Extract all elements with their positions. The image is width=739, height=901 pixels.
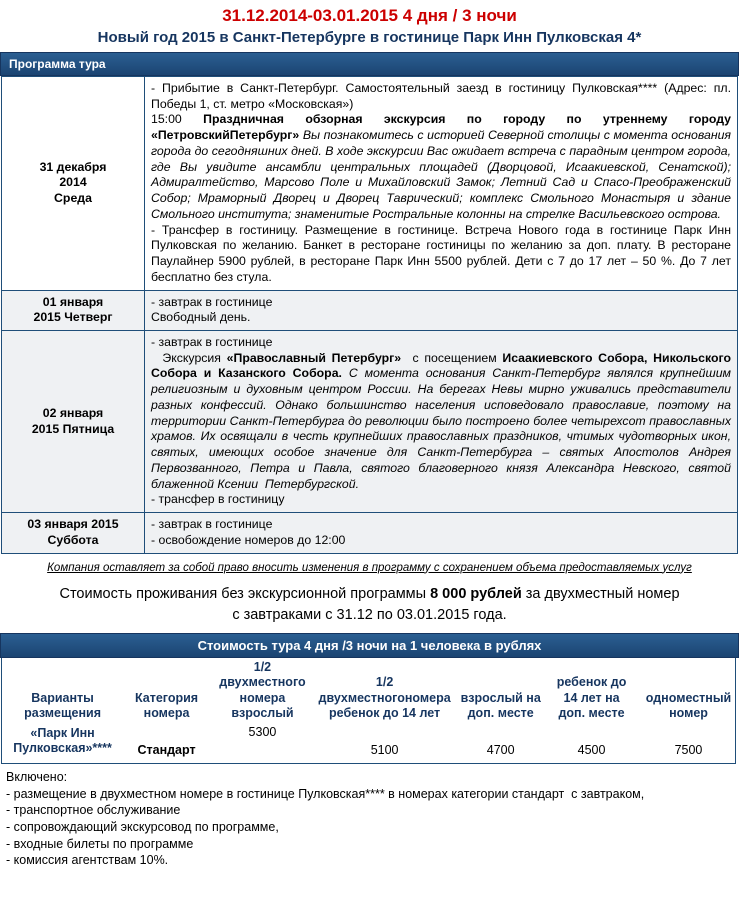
tour-dates-title: 31.12.2014-03.01.2015 4 дня / 3 ночи (222, 6, 517, 25)
column-header-extra-adult: взрослый на доп. месте (460, 690, 541, 720)
day-line: 2015 Пятница (31, 421, 115, 436)
program-description: - завтрак в гостинице Свободный день. (145, 290, 738, 330)
program-day-cell (2, 77, 145, 291)
list-item: - комиссия агентствам 10%. (6, 853, 169, 868)
spacer-cell (637, 723, 739, 741)
day-line: 01 января (42, 294, 104, 309)
day-line: 03 января 2015 (27, 517, 119, 532)
spacer-cell (546, 723, 637, 741)
cost-table-wrapper (1, 658, 736, 764)
table-row (2, 290, 738, 330)
table-row (2, 77, 738, 291)
day-line: Среда (54, 191, 92, 206)
list-item: - транспортное обслуживание (6, 803, 181, 818)
program-description: - завтрак в гостинице Экскурсия «Православный Петербург» с посещением Исаакиевского Собора, Никольского Собора и Казанского Собора. С момента основания Санкт-Петербург являлся крупнейшим религиозным и духовным центром России. На берегах Невы мирно уживались представители разных конфессий. Однако большинство населения исповедовало православие, поэтому на территории Санкт-Петербурга до революции было построено более четырехсот православных храмов. Их освящали в честь крупнейших православных праздников, чтимых чудотворных икон, святых, имеющих особое значение для Санкт-Петербурга – святых Апостолов Андрея Первозванного, Петра и Павла, святого благоверного князя Александра Невского, святой блаженной Ксении Петербургской. - трансфер в гостиницу (145, 331, 738, 513)
program-day-cell (2, 331, 145, 513)
cost-table-header-row (3, 658, 739, 723)
room-category-cell: Стандарт (137, 743, 196, 758)
price-note-amount: 8 000 рублей (430, 586, 522, 603)
included-title: Включено: (6, 770, 68, 785)
cost-table-header: Стоимость тура 4 дня /3 ночи на 1 человека в рублях (0, 633, 739, 658)
column-header-double-child: 1/2 двухместногономера ребенок до 14 лет (318, 675, 451, 720)
column-header-category: Категория номера (134, 690, 199, 720)
table-row (2, 331, 738, 513)
program-section-header: Программа тура (0, 52, 739, 76)
column-header-single: одноместный номер (645, 690, 732, 720)
program-table (1, 76, 738, 554)
program-day-cell (2, 290, 145, 330)
cost-table (3, 658, 739, 759)
price-double-child: 5100 (370, 743, 399, 758)
spacer-cell (211, 741, 314, 759)
spacer-cell (314, 723, 455, 741)
included-section (0, 764, 739, 879)
list-item: - входные билеты по программе (6, 836, 194, 851)
day-line: 02 января (42, 405, 104, 420)
price-note-suffix: за двухместный номер (525, 586, 680, 603)
table-row (3, 723, 739, 741)
program-disclaimer: Компания оставляет за собой право вносить изменения в программу с сохранением объема предоставляемых услуг (47, 561, 692, 574)
accommodation-price-note (0, 580, 739, 633)
price-single: 7500 (674, 743, 703, 758)
price-note-prefix: Стоимость проживания без экскурсионной программы (59, 586, 427, 603)
program-day-cell (2, 513, 145, 553)
day-line: 2014 (59, 175, 87, 190)
price-note-line2: с завтраками с 31.12 по 03.01.2015 года. (232, 606, 507, 623)
table-row (2, 513, 738, 553)
price-double-adult: 5300 (248, 725, 277, 740)
spacer-cell (455, 723, 546, 741)
column-header-extra-child: ребенок до 14 лет на доп. месте (556, 675, 627, 720)
program-description: - Прибытие в Санкт-Петербург. Самостоятельный заезд в гостиницу Пулковская**** (Адрес: пл. Победы 1, ст. метро «Московская») 15:00 Праздничная обзорная экскурсия по городу по утреннему городу «ПетровскийПетербург» Вы познакомитесь с историей Северной столицы с момента основания города до сегодняшних дней. В ходе экскурсии Вас ожидает встреча с парадным центром города, где Вы увидите ансамбли центральных площадей (Дворцовой, Исаакиевской, Сенатской); Адмиралтейство, Марсово Поле и Михайловский Замок; Летний Сад и Спасо-Преображенский Собор; Мраморный Дворец и Дворец Таврический; комплекс Смольного Монастыря и здание Смольного института; знаменитые Ростральные колонны на стрелке Васильевского острова. - Трансфер в гостиницу. Размещение в гостинице. Встреча Нового года в гостинице Парк Инн Пулковская по желанию. Банкет в ресторане гостиницы по желанию за доп. плату. В ресторане Паулайнер 5900 рублей, в ресторане Парк Инн 5500 рублей. Дети с 7 до 17 лет – 50 %. До 7 лет бесплатно без стула. (145, 77, 738, 291)
price-extra-adult: 4700 (486, 743, 515, 758)
day-line: 2015 Четверг (33, 310, 113, 325)
column-header-placement: Варианты размещения (24, 690, 101, 720)
list-item: - сопровождающий экскурсовод по программе, (6, 820, 279, 835)
price-extra-child: 4500 (577, 743, 606, 758)
hotel-name-cell: «Парк Инн Пулковская»**** (13, 725, 112, 756)
day-line: 31 декабря (39, 159, 107, 174)
tour-title: Новый год 2015 в Санкт-Петербурге в гостинице Парк Инн Пулковская 4* (97, 29, 642, 46)
list-item: - размещение в двухместном номере в гостинице Пулковская**** в номерах категории стандарт с завтраком, (6, 786, 645, 801)
column-header-double-adult: 1/2 двухместного номера взрослый (219, 660, 306, 720)
program-description: - завтрак в гостинице - освобождение номеров до 12:00 (145, 513, 738, 553)
day-line: Суббота (47, 532, 99, 547)
